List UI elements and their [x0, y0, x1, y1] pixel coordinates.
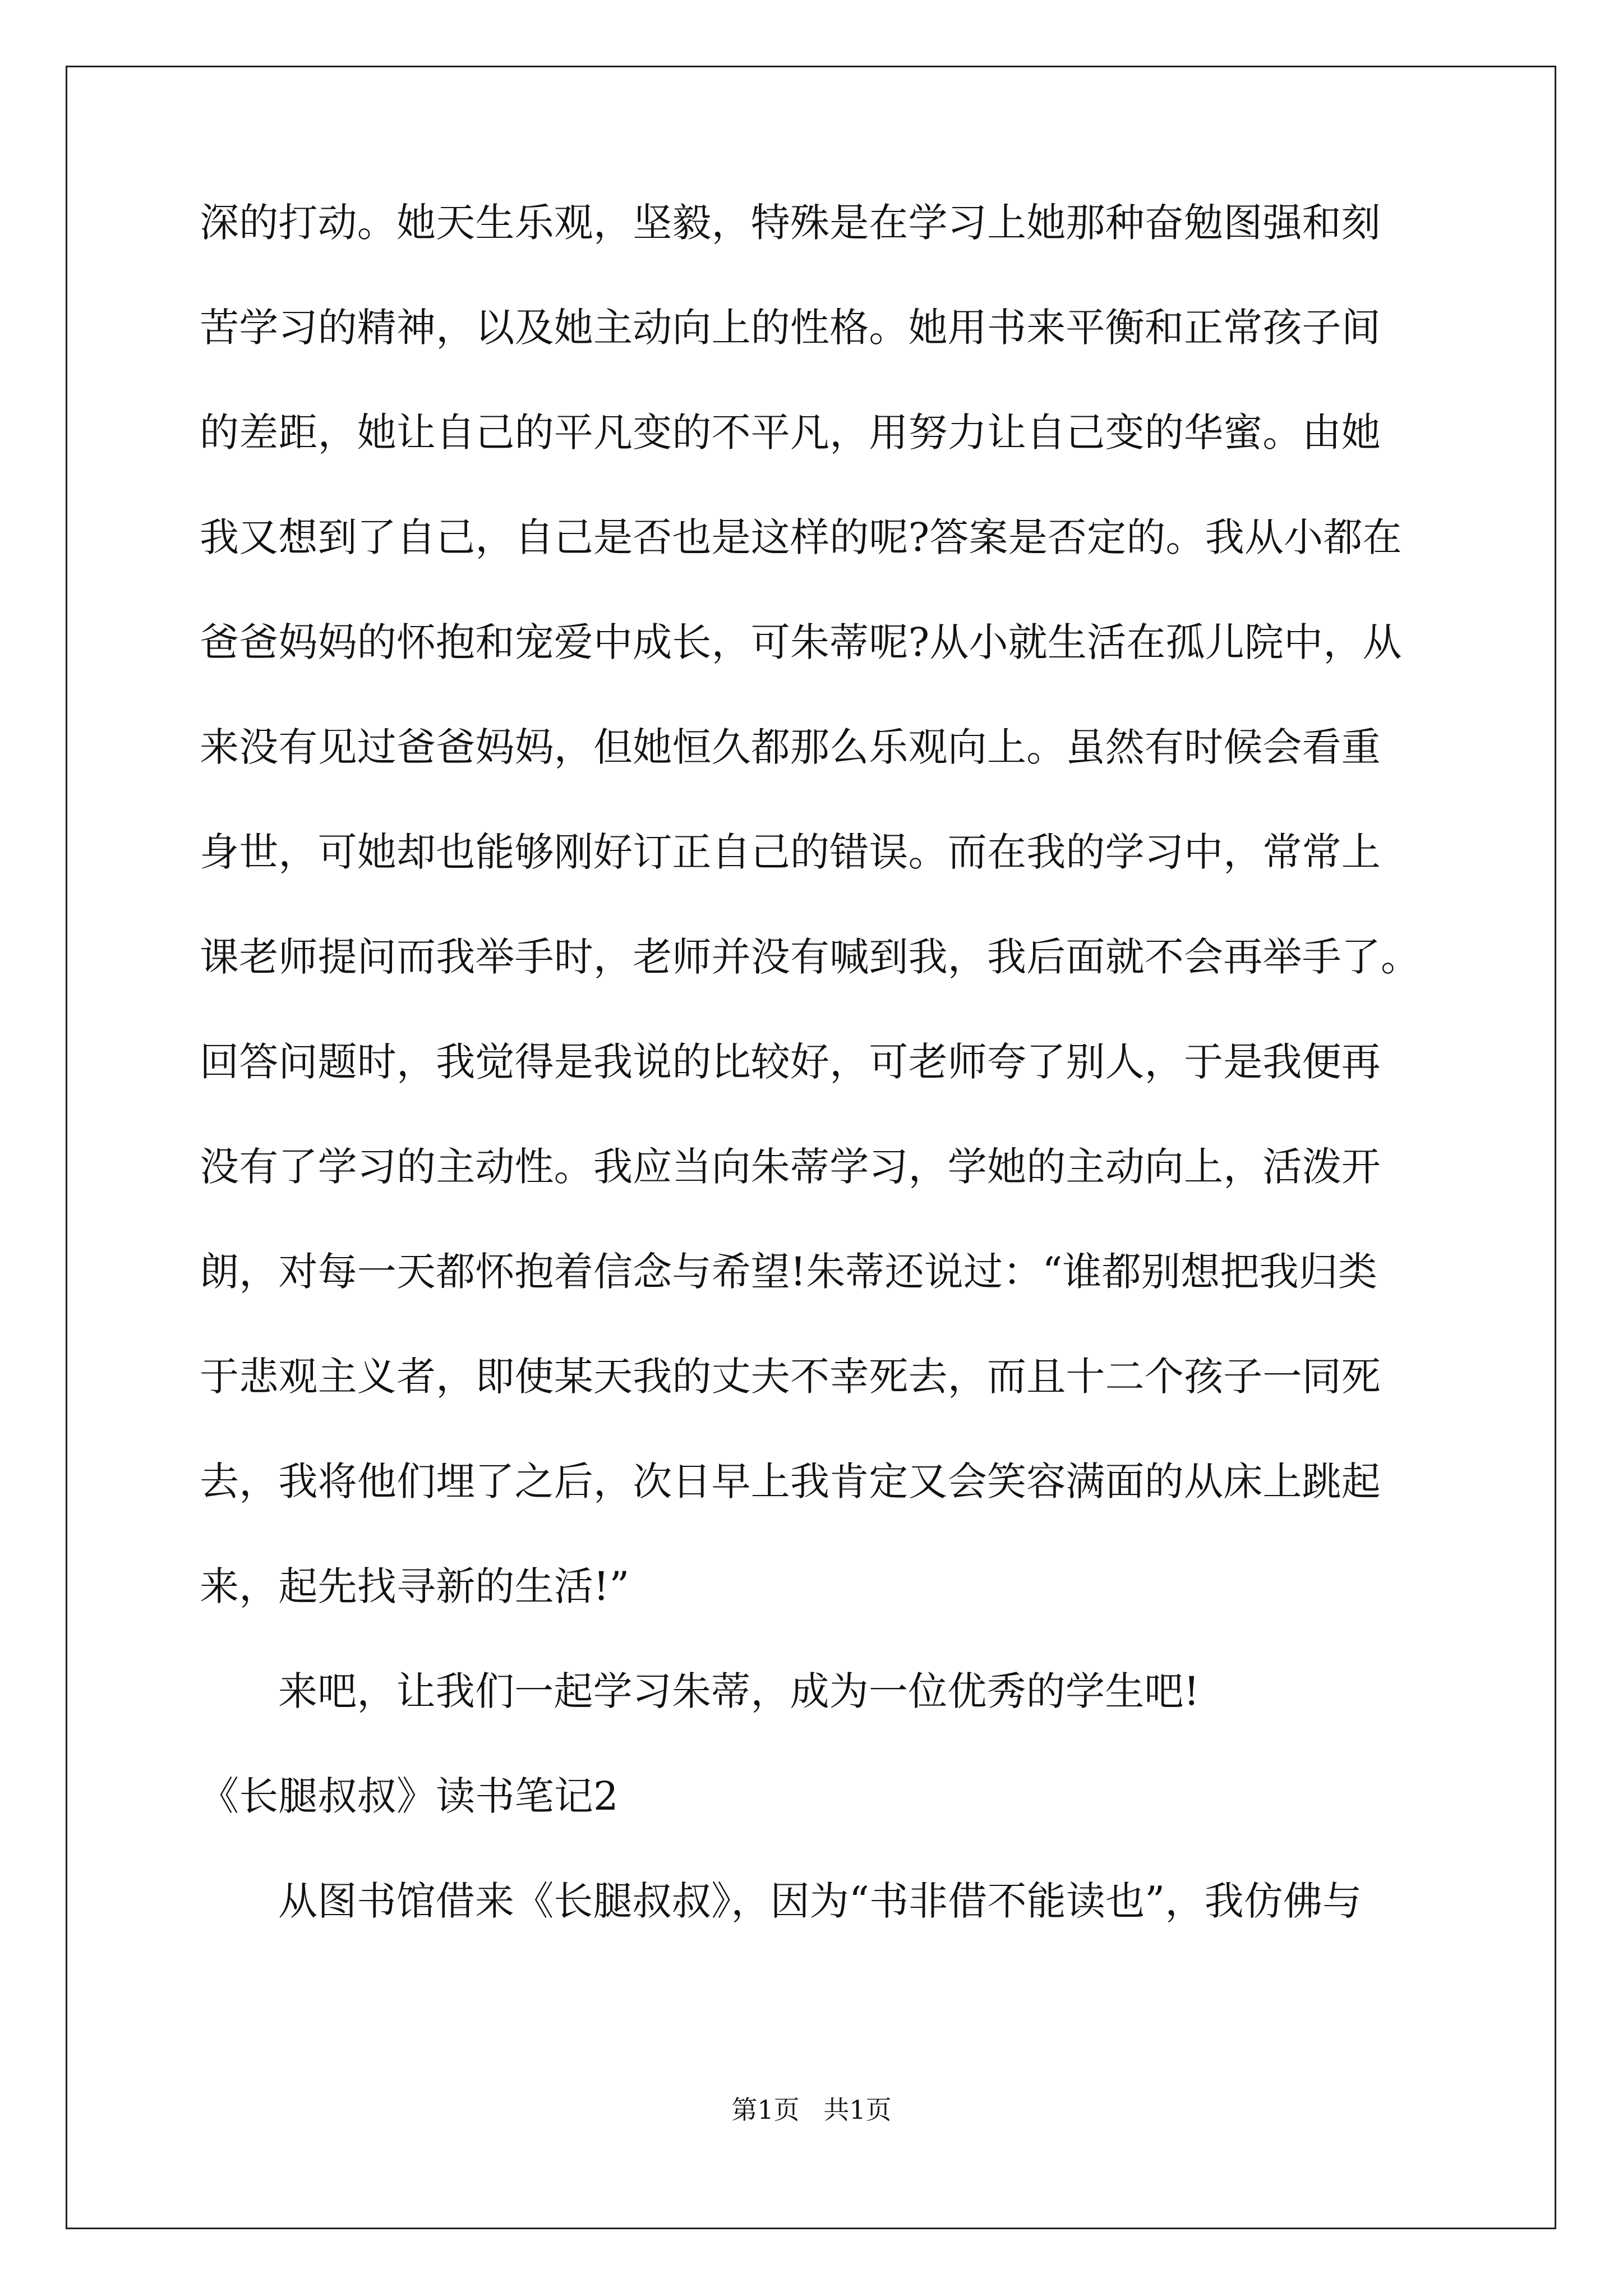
body-line-9: 回答问题时，我觉得是我说的比较好，可老师夸了别人，于是我便再 — [200, 1039, 1381, 1085]
body-line-10: 没有了学习的主动性。我应当向朱蒂学习，学她的主动向上，活泼开 — [200, 1144, 1381, 1190]
page-number: 第1页 — [731, 2095, 800, 2125]
section-heading: 《长腿叔叔》读书笔记2 — [200, 1773, 619, 1819]
body-line-14: 来，起先找寻新的生活!” — [200, 1563, 630, 1609]
body-line-1: 深的打动。她天生乐观，坚毅，特殊是在学习上她那种奋勉图强和刻 — [200, 200, 1381, 246]
body-line-4: 我又想到了自己，自己是否也是这样的呢?答案是否定的。我从小都在 — [200, 514, 1402, 560]
body-line-6: 来没有见过爸爸妈妈，但她恒久都那么乐观向上。虽然有时候会看重 — [200, 724, 1381, 770]
body-line-3: 的差距，她让自己的平凡变的不平凡，用努力让自己变的华蜜。由她 — [200, 409, 1381, 455]
page-total: 共1页 — [823, 2095, 892, 2125]
next-paragraph-line: 从图书馆借来《长腿叔叔》，因为“书非借不能读也”，我仿佛与 — [278, 1878, 1362, 1924]
body-line-7: 身世，可她却也能够刚好订正自己的错误。而在我的学习中，常常上 — [200, 829, 1381, 875]
body-line-5: 爸爸妈妈的怀抱和宠爱中成长，可朱蒂呢?从小就生活在孤儿院中，从 — [200, 619, 1402, 665]
body-line-2: 苦学习的精神，以及她主动向上的性格。她用书来平衡和正常孩子间 — [200, 305, 1381, 351]
body-line-11: 朗，对每一天都怀抱着信念与希望!朱蒂还说过：“谁都别想把我归类 — [200, 1249, 1378, 1295]
body-line-13: 去，我将他们埋了之后，次日早上我肯定又会笑容满面的从床上跳起 — [200, 1458, 1381, 1504]
body-line-12: 于悲观主义者，即使某天我的丈夫不幸死去，而且十二个孩子一同死 — [200, 1354, 1381, 1400]
body-line-8: 课老师提问而我举手时，老师并没有喊到我，我后面就不会再举手了。 — [200, 934, 1421, 980]
page-footer — [0, 2093, 1623, 2127]
closing-paragraph: 来吧，让我们一起学习朱蒂，成为一位优秀的学生吧! — [278, 1668, 1200, 1714]
